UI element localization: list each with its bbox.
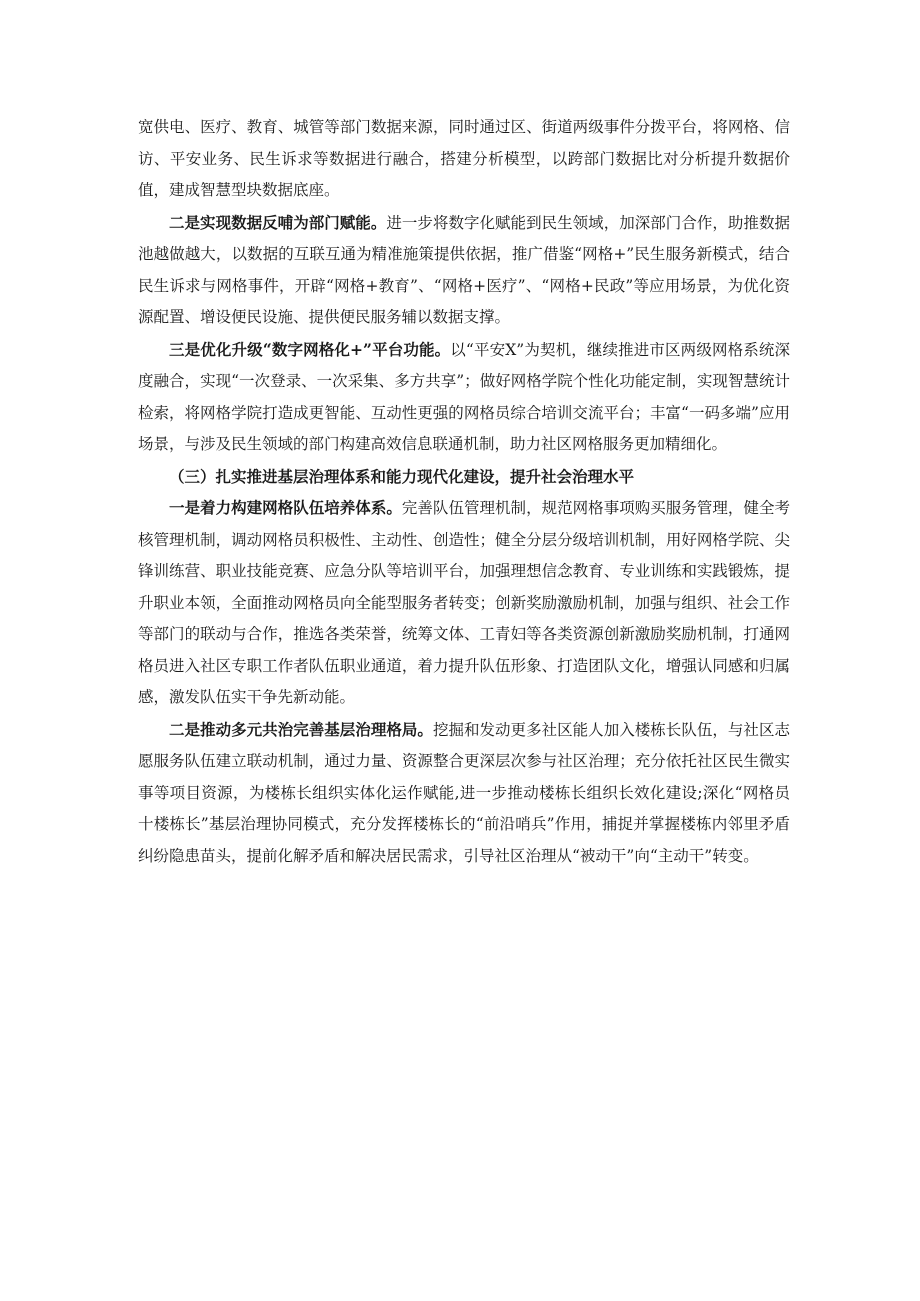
paragraph-data-sources	[138, 112, 790, 207]
paragraph-text: 挖掘和发动更多社区能人加入楼栋长队伍，与社区志愿服务队伍建立联动机制，通过力量、资源整合更深层次参与社区治理；充分依托社区民生微实事等项目资源，为楼栋长组织实体化运作赋能,进一步推动楼栋长组织长效化建设;深化“网格员十楼栋长”基层治理协同模式，充分发挥楼栋长的“前沿哨兵”作用，捕捉并掌握楼栋内邻里矛盾纠纷隐患苗头，提前化解矛盾和解决居民需求，引导社区治理从“被动干”向“主动干”转变。	[138, 720, 790, 865]
paragraph-lead: 一是着力构建网格队伍培养体系。	[169, 498, 402, 517]
paragraph-text: 完善队伍管理机制，规范网格事项购买服务管理，健全考核管理机制，调动网格员积极性、主动性、创造性；健全分层分级培训机制，用好网格学院、尖锋训练营、职业技能竞赛、应急分队等培训平台，加强理想信念教育、专业训练和实践锻炼，提升职业本领，全面推动网格员向全能型服务者转变；创新奖励激励机制，加强与组织、社会工作等部门的联动与合作，推选各类荣誉，统筹文体、工青妇等各类资源创新激励奖励机制，打通网格员进入社区专职工作者队伍职业通道，着力提升队伍形象、打造团队文化，增强认同感和归属感，激发队伍实干争先新动能。	[138, 499, 790, 706]
paragraph-data-feedback	[138, 207, 790, 334]
paragraph-platform-upgrade	[138, 334, 790, 461]
document-body	[138, 112, 790, 872]
paragraph-lead: 三是优化升级“数字网格化+”平台功能。	[169, 339, 451, 359]
paragraph-text: 以“平安X”为契机，继续推进市区两级网格系统深度融合，实现“一次登录、一次采集、多方共享”；做好网格学院个性化功能定制，实现智慧统计检索，将网格学院打造成更智能、互动性更强的网格员综合培训交流平台；丰富“一码多端”应用场景，与涉及民生领域的部门构建高效信息联通机制，助力社区网格服务更加精细化。	[138, 340, 790, 453]
paragraph-multi-governance	[138, 714, 790, 873]
paragraph-text: 进一步将数字化赋能到民生领域，加深部门合作，助推数据池越做越大，以数据的互联互通为精准施策提供依据，推广借鉴“网格+”民生服务新模式，结合民生诉求与网格事件，开辟“网格+教育”、“网格+医疗”、“网格+民政”等应用场景，为优化资源配置、增设便民设施、提供便民服务辅以数据支撑。	[138, 213, 790, 326]
paragraph-text: 宽供电、医疗、教育、城管等部门数据来源，同时通过区、街道两级事件分拨平台，将网格、信访、平安业务、民生诉求等数据进行融合，搭建分析模型，以跨部门数据比对分析提升数据价值，建成智慧型块数据底座。	[138, 118, 790, 199]
paragraph-lead: 二是实现数据反哺为部门赋能。	[169, 212, 387, 232]
section-heading-three: （三）扎实推进基层治理体系和能力现代化建设，提升社会治理水平	[169, 466, 635, 486]
paragraph-team-training	[138, 492, 790, 714]
paragraph-lead: 二是推动多元共治完善基层治理格局。	[169, 719, 433, 739]
